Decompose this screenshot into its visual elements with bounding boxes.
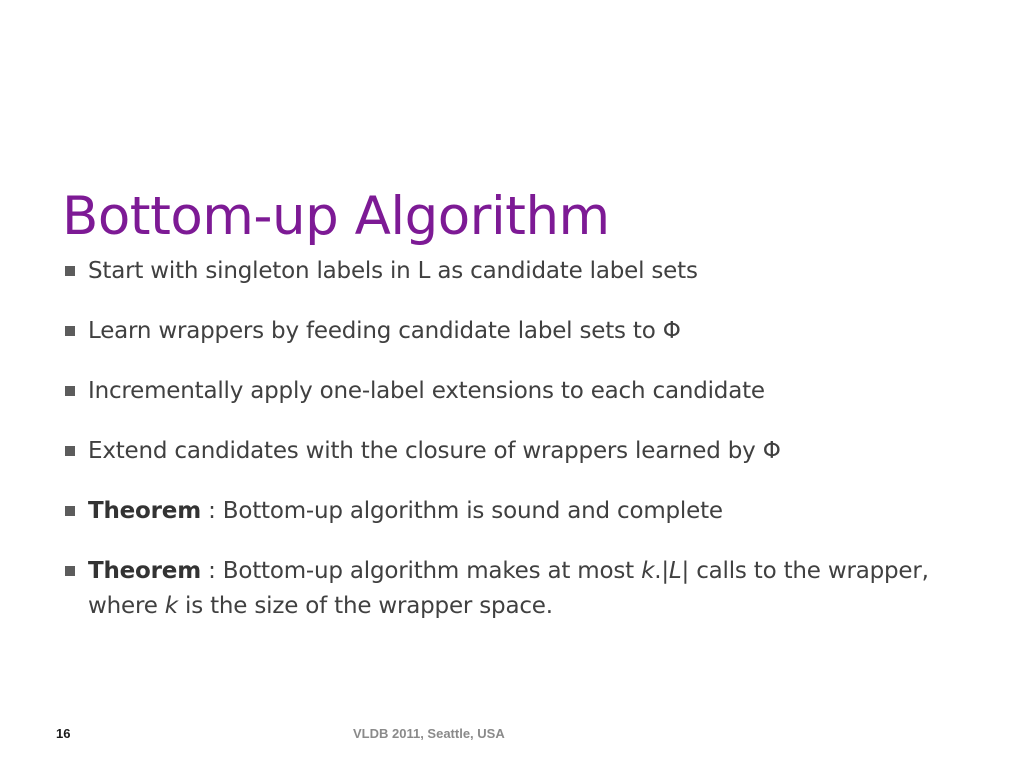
square-bullet-icon	[65, 326, 75, 336]
square-bullet-icon	[65, 266, 75, 276]
slide-title: Bottom-up Algorithm	[62, 185, 610, 247]
square-bullet-icon	[65, 386, 75, 396]
square-bullet-icon	[65, 446, 75, 456]
bullet-text: : Bottom-up algorithm is sound and complete	[200, 498, 723, 524]
page-number: 16	[56, 726, 71, 741]
bullet-text: calls to the wrapper, where	[88, 558, 929, 619]
math-bar-close: |	[681, 558, 690, 584]
bullet-item	[62, 250, 962, 293]
math-k: k	[641, 558, 655, 584]
square-bullet-icon	[65, 566, 75, 576]
theorem-label: Theorem	[88, 558, 201, 584]
bullet-text: Extend candidates with the closure of wrappers learned by Φ	[88, 438, 781, 464]
footer-venue: VLDB 2011, Seattle, USA	[353, 726, 505, 741]
bullet-text: is the size of the wrapper space.	[177, 593, 553, 619]
square-bullet-icon	[65, 506, 75, 516]
math-L: L	[668, 558, 682, 584]
bullet-text: Incrementally apply one-label extensions to each candidate	[88, 378, 765, 404]
math-dot: .	[654, 558, 662, 584]
bullet-text: : Bottom-up algorithm makes at most	[200, 558, 642, 584]
bullet-item	[62, 550, 962, 624]
bullet-item	[62, 310, 962, 353]
bullet-item	[62, 490, 962, 533]
bullet-item	[62, 370, 962, 413]
math-bar-open: |	[661, 558, 669, 584]
bullet-list	[62, 250, 962, 641]
bullet-text: Learn wrappers by feeding candidate label sets to Φ	[88, 318, 681, 344]
math-k: k	[164, 593, 178, 619]
theorem-label: Theorem	[88, 498, 201, 524]
bullet-item	[62, 430, 962, 473]
bullet-text: Start with singleton labels in L as candidate label sets	[88, 258, 698, 284]
